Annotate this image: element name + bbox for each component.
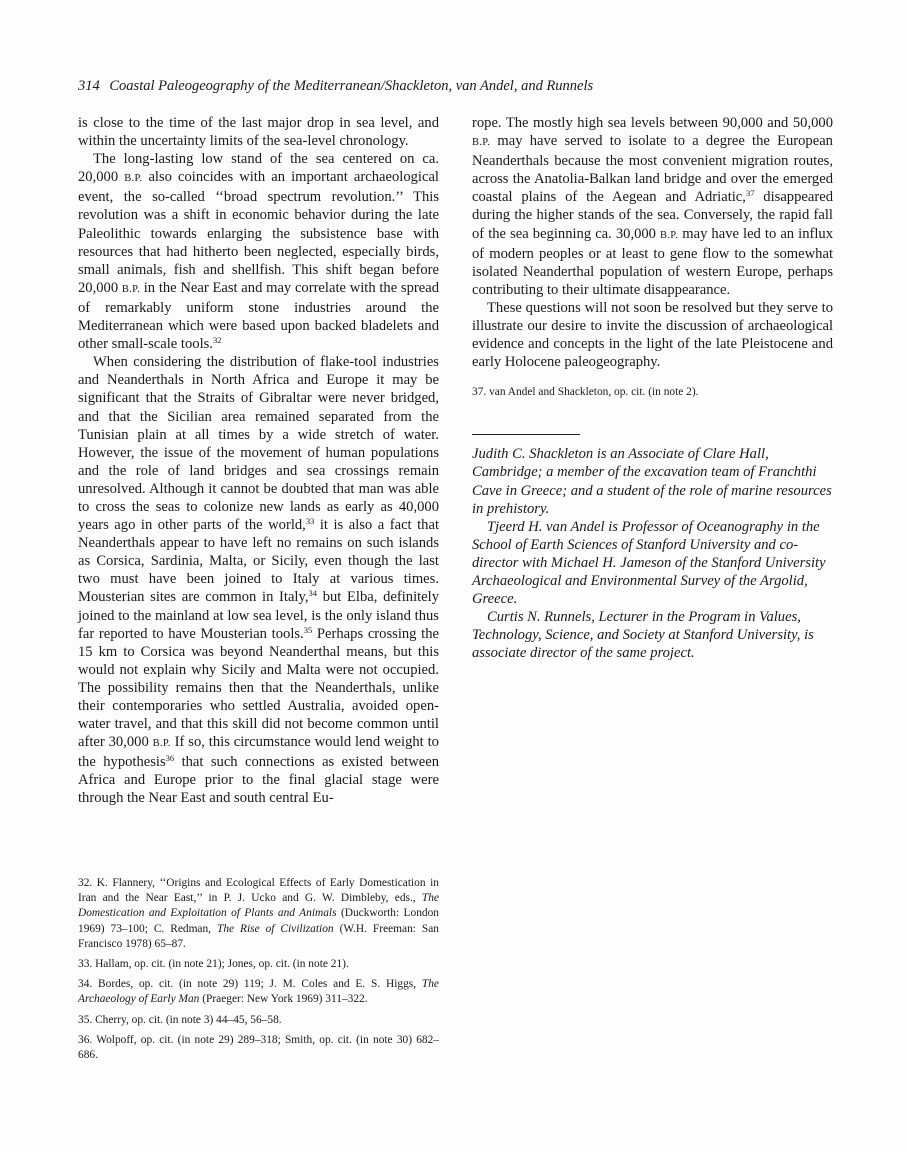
paragraph: These questions will not soon be resolved but they serve to illustrate our desire to invite the discussion of archaeological evidence and concepts in the light of the late Pleistocene and early Holocene paleogeography. <box>472 299 833 371</box>
running-header <box>78 76 838 96</box>
note-ref: 34 <box>308 588 317 599</box>
page-number: 314 <box>78 78 100 94</box>
paragraph: When considering the distribution of flake-tool industries and Neanderthals in North Africa and Europe it may be significant that the Straits of Gibraltar were never bridged, and that the Sicilian area remained separated from the Tunisian plain at all times by a wide stretch of water. However, the issue of the movement of human populations and the role of land bridges and sea crossings remain unresolved. Although it cannot be doubted that man was able to cross the seas to colonize new lands as early as 40,000 years ago in other parts of the world,$^{33}$ it is also a fact that Neanderthals appear to have left no remains on such islands as Corsica, Sardinia, Malta, or Sicily, even though the last two must have been joined to Italy at various times. Mousterian sites are common in Italy,$^{34}$ but Elba, definitely joined to the mainland at low sea level, is the only island thus far reported to have Mousterian tools.$^{35}$ Perhaps crossing the 15 km to Corsica was beyond Neanderthal means, but this would not explain why Sicily and Malta were not occupied. The possibility remains then that the Neanderthals, unlike their contemporaries who settled Australia, avoided open-water travel, and that this skill did not become common until after 30,000 B.P. If so, this circumstance would lend weight to the hypothesis$^{36}$ that such connections as existed between Africa and Europe prior to the final glacial stage were through the Near East and south central Eu- <box>78 354 440 807</box>
author-bio: Judith C. Shackleton is an Associate of Clare Hall, Cambridge; a member of the excavation team of Franchthi Cave in Greece; and a student of the role of marine resources in prehistory. <box>472 446 832 517</box>
divider <box>472 434 580 435</box>
footnotes <box>78 876 439 1068</box>
footnote-33: 33. Hallam, op. cit. (in note 21); Jones, op. cit. (in note 21). <box>78 958 349 971</box>
note-ref: 35 <box>303 624 313 635</box>
running-title: Coastal Paleogeography of the Mediterranean/Shackleton, van Andel, and Runnels <box>109 78 594 94</box>
note-ref: 32 <box>212 335 222 346</box>
note-ref: 36 <box>165 753 175 764</box>
footnote-37: 37. van Andel and Shackleton, op. cit. (in note 2). <box>472 386 699 399</box>
paragraph: rope. The mostly high sea levels between 90,000 and 50,000 B.P. may have served to isolate to a degree the European Neanderthals because the most convenient migration routes, across the Anatolia-Balkan land bridge and over the emerged coastal plains of the Aegean and Adriatic,$^{37}$ disappeared during the higher stands of the sea. Conversely, the rapid fall of the sea beginning ca. 30,000 B.P. may have led to an influx of modern peoples or at least to gene flow to the somewhat isolated Neanderthal population of western Europe, perhaps contributing to their ultimate disappearance. <box>472 115 833 298</box>
paragraph: The long-lasting low stand of the sea centered on ca. 20,000 B.P. also coincides with an important archaeological event, the so-called ‘‘broad spectrum revolution.’’ This revolution was a shift in economic behavior during the late Paleolithic towards enlarging the subsistence base with resources that had hitherto been neglected, especially birds, small animals, fish and shellfish. This shift began before 20,000 B.P. in the Near East and may correlate with the spread of remarkably uniform stone industries around the Mediterranean which were based upon backed bladelets and other small-scale tools.$^{32}$ <box>78 151 440 353</box>
author-bio: Curtis N. Runnels, Lecturer in the Program in Values, Technology, Science, and Society at Stanford University, is associate director of the same project. <box>472 609 814 662</box>
note-ref: 37 <box>745 188 755 199</box>
footnote-36: 36. Wolpoff, op. cit. (in note 29) 289–318; Smith, op. cit. (in note 30) 682–686. <box>78 1033 439 1062</box>
right-column <box>472 114 833 662</box>
left-column <box>78 114 439 808</box>
note-ref: 33 <box>305 516 315 527</box>
footnote-34: 34. Bordes, op. cit. (in note 29) 119; J. M. Coles and E. S. Higgs, The Archaeology of Early Man (Praeger: New York 1969) 311–322. <box>78 978 439 1006</box>
paragraph: is close to the time of the last major drop in sea level, and within the uncertainty limits of the sea-level chronology. <box>78 115 439 150</box>
author-bio: Tjeerd H. van Andel is Professor of Oceanography in the School of Earth Sciences of Stanford University and co-director with Michael H. Jameson of the Stanford University Archaeological and Environmental Survey of the Argolid, Greece. <box>472 518 826 608</box>
footnote-32: 32. K. Flannery, ‘‘Origins and Ecological Effects of Early Domestication in Iran and the Near East,’’ in P. J. Ucko and G. W. Dimbleby, eds., The Domestication and Exploitation of Plants and Animals (Duckworth: London 1969) 73–100; C. Redman, The Rise of Civilization (W.H. Freeman: San Francisco 1978) 65–87. <box>78 877 439 950</box>
footnote-35: 35. Cherry, op. cit. (in note 3) 44–45, 56–58. <box>78 1013 282 1026</box>
